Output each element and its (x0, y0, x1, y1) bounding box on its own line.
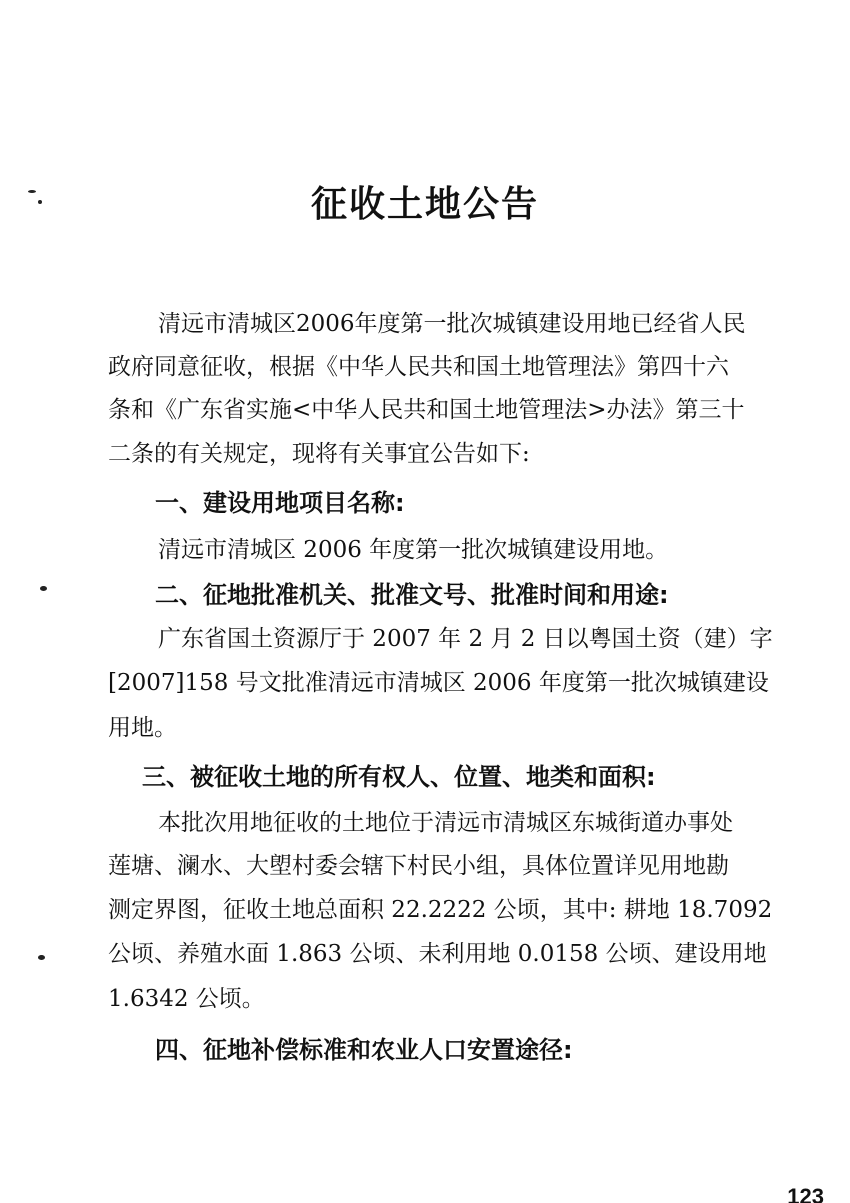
scan-speck (28, 190, 36, 193)
scan-speck (38, 200, 42, 204)
section-heading-3: 三、被征收土地的所有权人、位置、地类和面积: (142, 763, 656, 791)
section-heading-2: 二、征地批准机关、批准文号、批准时间和用途: (155, 581, 669, 609)
page-title: 征收土地公告 (310, 184, 539, 225)
page-number: 123 (787, 1184, 824, 1203)
section-2-line-2: [2007]158 号文批准清远市清城区 2006 年度第一批次城镇建设 (108, 670, 769, 696)
section-3-line-2: 莲塘、澜水、大塱村委会辖下村民小组，具体位置详见用地勘 (108, 853, 729, 879)
scan-speck (40, 586, 47, 591)
section-heading-1: 一、建设用地项目名称: (155, 489, 405, 517)
section-2-line-3: 用地。 (108, 715, 177, 741)
intro-line-4: 二条的有关规定，现将有关事宜公告如下: (108, 441, 530, 467)
section-2-line-1: 广东省国土资源厅于 2007 年 2 月 2 日以粤国土资（建）字 (158, 626, 773, 652)
section-1-line-1: 清远市清城区 2006 年度第一批次城镇建设用地。 (158, 537, 669, 563)
section-3-line-3: 测定界图，征收土地总面积 22.2222 公顷，其中: 耕地 18.7092 (108, 897, 773, 923)
scan-speck (38, 955, 45, 960)
intro-line-1: 清远市清城区2006年度第一批次城镇建设用地已经省人民 (158, 311, 746, 337)
section-3-line-1: 本批次用地征收的土地位于清远市清城区东城街道办事处 (158, 810, 733, 836)
intro-line-2: 政府同意征收，根据《中华人民共和国土地管理法》第四十六 (108, 354, 729, 380)
intro-line-3: 条和《广东省实施<中华人民共和国土地管理法>办法》第三十 (108, 397, 745, 423)
section-3-line-5: 1.6342 公顷。 (108, 986, 265, 1012)
section-3-line-4: 公顷、养殖水面 1.863 公顷、未利用地 0.0158 公顷、建设用地 (108, 941, 767, 967)
section-heading-4: 四、征地补偿标准和农业人口安置途径: (155, 1036, 573, 1064)
